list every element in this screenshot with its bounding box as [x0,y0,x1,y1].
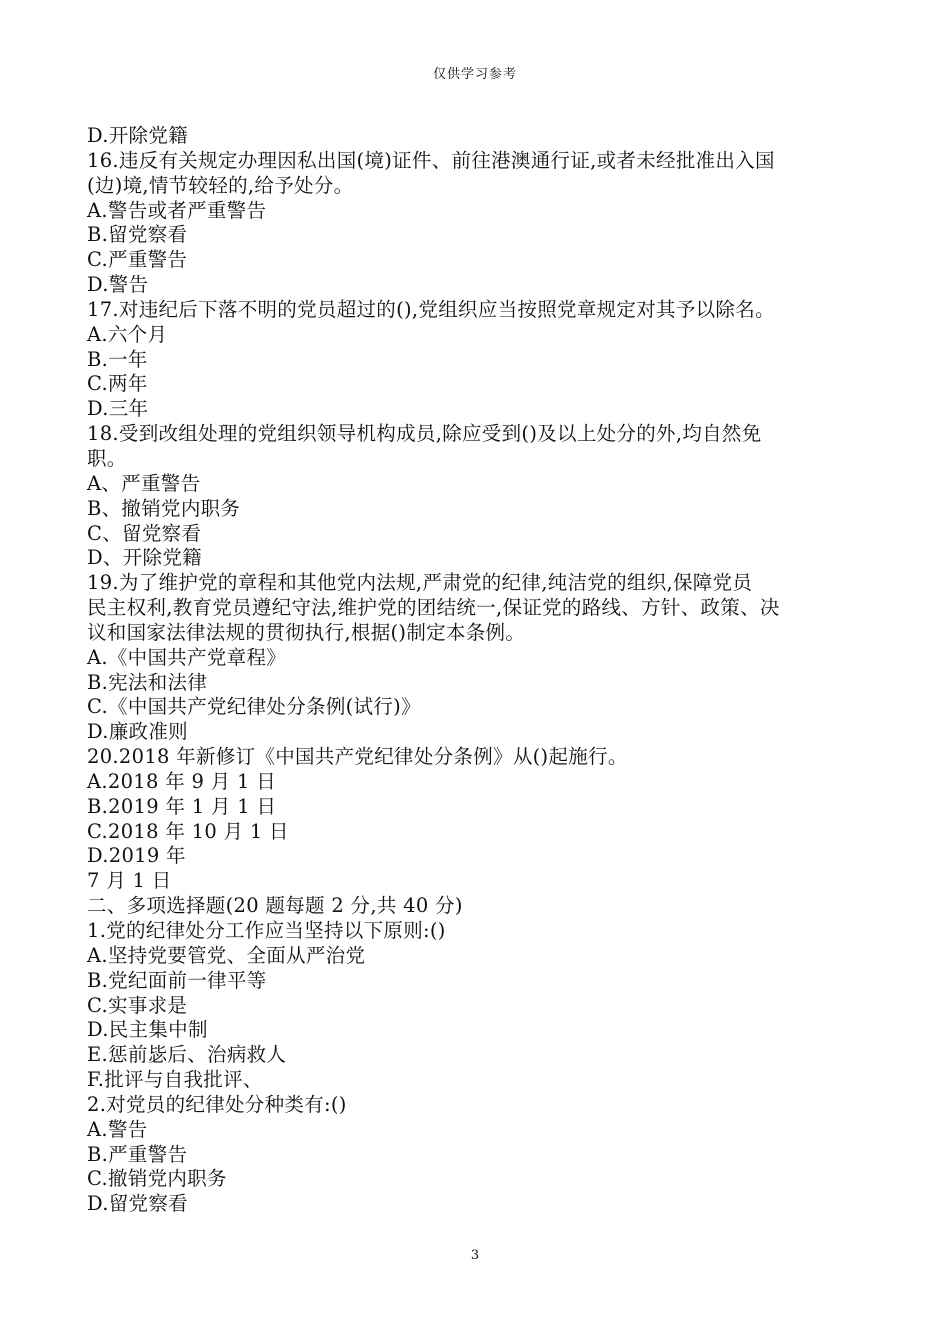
text-line: 职。 [87,446,127,470]
text-line: C.撤销党内职务 [87,1167,227,1191]
text-line: 18.受到改组处理的党组织领导机构成员,除应受到()及以上处分的外,均自然免 [87,422,762,446]
text-line: 16.违反有关规定办理因私出国(境)证件、前往港澳通行证,或者未经批准出入国 [87,148,775,172]
text-line: A.2018 年 9 月 1 日 [87,769,277,793]
text-line: C.两年 [87,372,148,396]
text-line: 20.2018 年新修订《中国共产党纪律处分条例》从()起施行。 [87,745,628,769]
text-line: B.一年 [87,347,148,371]
text-line: 民主权利,教育党员遵纪守法,维护党的团结统一,保证党的路线、方针、政策、决 [87,596,780,620]
text-line: D.警告 [87,273,149,297]
text-line: C、留党察看 [87,521,202,545]
text-line: D.留党察看 [87,1192,188,1216]
text-line: D.廉政准则 [87,720,188,744]
text-line: B.2019 年 1 月 1 日 [87,794,277,818]
document-body [87,124,867,1217]
text-line: 1.党的纪律处分工作应当坚持以下原则:() [87,919,446,942]
text-line: A.警告 [87,1117,148,1141]
text-line: F.批评与自我批评、 [87,1068,263,1092]
text-line: D、开除党籍 [87,546,202,570]
text-line: C.2018 年 10 月 1 日 [87,819,289,843]
text-line: A.警告或者严重警告 [87,198,267,222]
page-number: 3 [470,1248,480,1263]
text-line: 17.对违纪后下落不明的党员超过的(),党组织应当按照党章规定对其予以除名。 [87,297,775,321]
text-line: A.坚持党要管党、全面从严治党 [87,943,366,967]
text-line: B.党纪面前一律平等 [87,968,267,992]
text-line: D.民主集中制 [87,1018,208,1042]
section-heading: 二、多项选择题(20 题每题 2 分,共 40 分) [87,894,463,918]
text-line: C.严重警告 [87,248,188,272]
text-line: B.宪法和法律 [87,670,208,694]
text-line: 议和国家法律法规的贯彻执行,根据()制定本条例。 [87,620,526,644]
text-line: D.开除党籍 [87,124,188,147]
text-line: 7 月 1 日 [87,869,172,893]
text-line: B.留党察看 [87,223,188,247]
text-line: B.严重警告 [87,1142,188,1166]
page-header: 仅供学习参考 [432,67,517,82]
text-line: B、撤销党内职务 [87,496,241,520]
text-line: C.《中国共产党纪律处分条例(试行)》 [87,695,421,719]
text-line: 19.为了维护党的章程和其他党内法规,严肃党的纪律,纯洁党的组织,保障党员 [87,571,753,595]
text-line: E.惩前毖后、治病救人 [87,1043,287,1067]
text-line: A.《中国共产党章程》 [87,645,287,669]
text-line: A、严重警告 [87,471,201,495]
text-line: 2.对党员的纪律处分种类有:() [87,1092,347,1116]
text-line: D.2019 年 [87,844,186,868]
text-line: D.三年 [87,397,149,421]
text-line: A.六个月 [87,322,168,346]
text-line: C.实事求是 [87,993,188,1017]
text-line: (边)境,情节较轻的,给予处分。 [87,173,354,197]
